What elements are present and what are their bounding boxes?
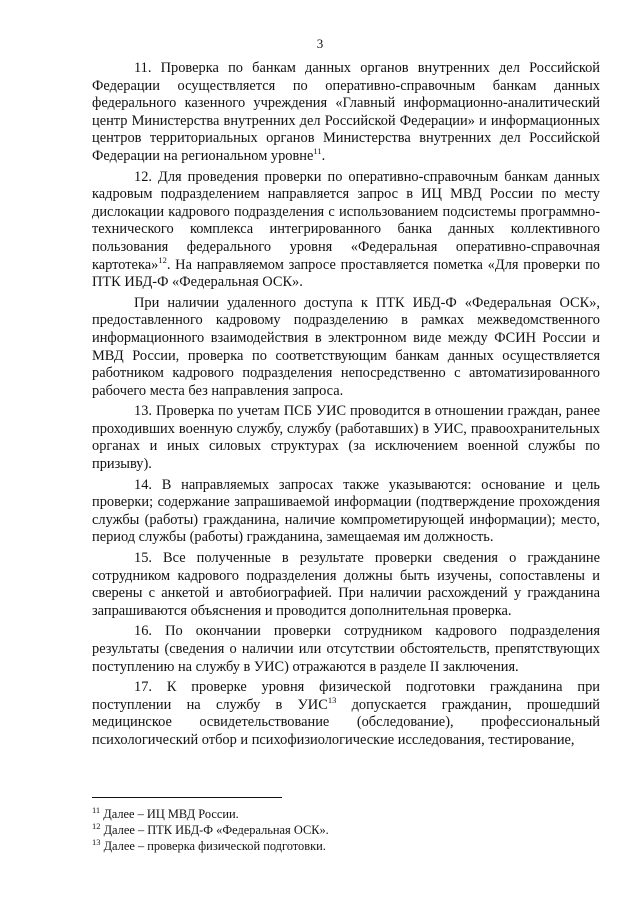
paragraph-text: 13. Проверка по учетам ПСБ УИС проводится в отношении граждан, ранее проходивших военную службу, службу (работавших) в УИС, правоохранительных органах и иных силовых структурах (за исключением военной службы по призыву). xyxy=(92,403,600,473)
paragraph-12 xyxy=(92,169,600,292)
paragraph-tail: допускается гражданин, прошедший медицинское освидетельствование (обследование), профессиональный психологический отбор и психофизиологические исследования, тестирование, xyxy=(92,696,600,748)
paragraph-14 xyxy=(92,477,600,547)
paragraph-text: 17. К проверке уровня физической подготовки гражданина при поступлении на службу в УИС xyxy=(92,679,600,713)
paragraph-16 xyxy=(92,623,600,676)
paragraph-text: 11. Проверка по банкам данных органов внутренних дел Российской Федерации осуществляется по оперативно-справочным банкам данных федерального казенного учреждения «Главный информационно-аналитический центр Министерства внутренних дел Российской Федерации» и информационных центров территориальных органов Министерства внутренних дел Российской Федерации на региональном уровне xyxy=(92,60,600,164)
paragraph-tail: . На направляемом запросе проставляется пометка «Для проверки по ПТК ИБД-Ф «Федеральная ОСК». xyxy=(92,256,600,291)
footnote-separator xyxy=(92,797,282,798)
paragraph-text: 14. В направляемых запросах также указываются: основание и цель проверки; содержание запрашиваемой информации (подтверждение прохождения службы (работы) гражданина, наличие компрометирующей информации); место, период службы (работы) гражданина, замещаемая им должность. xyxy=(92,476,600,546)
footnote xyxy=(92,838,600,854)
footnote-ref: 11 xyxy=(313,146,322,157)
paragraph-text: 16. По окончании проверки сотрудником кадрового подразделения результаты (сведения о наличии или отсутствии обстоятельств, препятствующих поступлению на службу в УИС) отражаются в разделе II заключения. xyxy=(92,623,600,675)
document-body xyxy=(92,60,600,753)
footnote-ref: 13 xyxy=(327,694,337,705)
footnote-text: Далее – проверка физической подготовки. xyxy=(100,839,326,853)
footnote-text: Далее – ИЦ МВД России. xyxy=(100,807,239,821)
footnote xyxy=(92,822,600,838)
footnote-number: 12 xyxy=(92,820,101,831)
footnote-text: Далее – ПТК ИБД-Ф «Федеральная ОСК». xyxy=(100,823,329,837)
paragraph-text: При наличии удаленного доступа к ПТК ИБД-Ф «Федеральная ОСК», предоставленного кадровому подразделению в рамках межведомственного информационного взаимодействия в электронном виде между ФСИН России и МВД России, проверка по соответствующим банкам данных осуществляется работником кадрового подразделения непосредственно с автоматизированного рабочего места без направления запроса. xyxy=(92,294,600,399)
paragraph-17 xyxy=(92,679,600,749)
footnote-number: 13 xyxy=(92,836,101,847)
paragraph-15 xyxy=(92,550,600,620)
paragraph-13 xyxy=(92,403,600,473)
footnote xyxy=(92,806,600,822)
page-number: 3 xyxy=(316,36,324,51)
paragraph-tail: . xyxy=(321,147,326,164)
footnote-ref: 12 xyxy=(158,254,167,265)
paragraph-remote-access xyxy=(92,295,600,401)
paragraph-text: 12. Для проведения проверки по оперативно-справочным банкам данных кадровым подразделением направляется запрос в ИЦ МВД России по месту дислокации кадрового подразделения с использованием подсистемы программно-технического комплекса интегрированного банка данных коллективного пользования федерального уровня «Федеральная оперативно-справочная картотека» xyxy=(92,168,600,273)
footnote-number: 11 xyxy=(92,804,101,815)
paragraph-text: 15. Все полученные в результате проверки сведения о гражданине сотрудником кадрового подразделения должны быть изучены, сопоставлены и сверены с анкетой и автобиографией. При наличии расхождений у гражданина запрашиваются объяснения и проводится дополнительная проверка. xyxy=(92,550,600,619)
paragraph-11 xyxy=(92,60,600,166)
footnotes xyxy=(92,806,600,854)
